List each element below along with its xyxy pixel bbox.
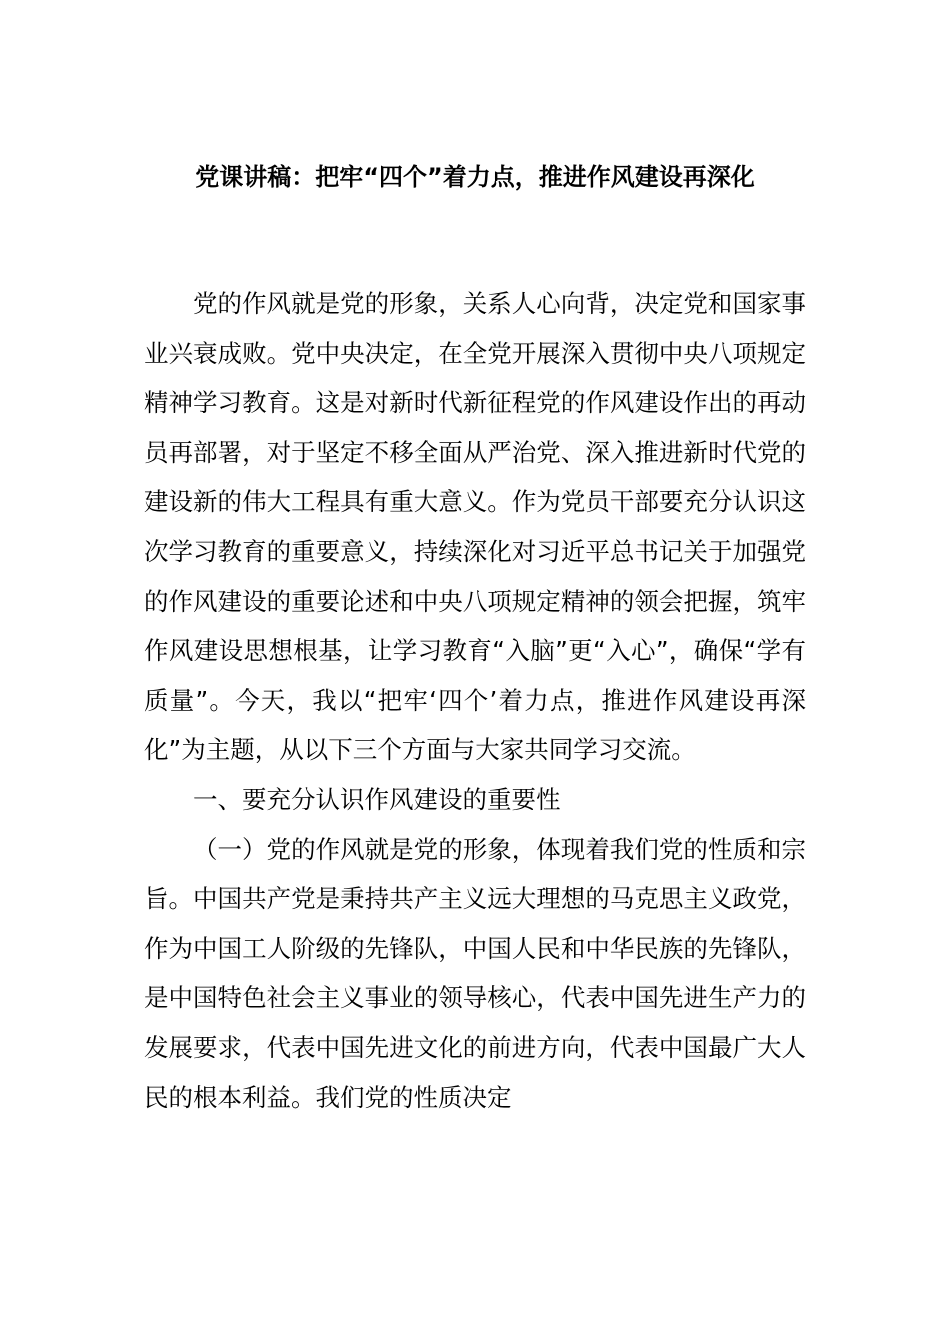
document-title: 党课讲稿：把牢“四个”着力点，推进作风建设再深化 <box>195 163 755 191</box>
section-heading-1: 一、要充分认识作风建设的重要性 <box>193 784 561 814</box>
body-paragraph-intro: 党的作风就是党的形象，关系人心向背，决定党和国家事业兴衰成败。党中央决定，在全党开展深入贯彻中央八项规定精神学习教育。这是对新时代新征程党的作风建设作出的再动员再部署，对于坚定不移全面从严治党、深入推进新时代党的建设新的伟大工程具有重大意义。作为党员干部要充分认识这次学习教育的重要意义，持续深化对习近平总书记关于加强党的作风建设的重要论述和中央八项规定精神的领会把握，筑牢作风建设思想根基，让学习教育“入脑”更“入心”，确保“学有质量”。今天，我以“把牢‘四个’着力点，推进作风建设再深化”为主题，从以下三个方面与大家共同学习交流。 <box>144 289 806 765</box>
document-body <box>144 279 806 1122</box>
body-paragraph-1-1: （一）党的作风就是党的形象，体现着我们党的性质和宗旨。中国共产党是秉持共产主义远大理想的马克思主义政党，作为中国工人阶级的先锋队，中国人民和中华民族的先锋队，是中国特色社会主义事业的领导核心，代表中国先进生产力的发展要求，代表中国先进文化的前进方向，代表中国最广大人民的根本利益。我们党的性质决定 <box>144 834 806 1112</box>
